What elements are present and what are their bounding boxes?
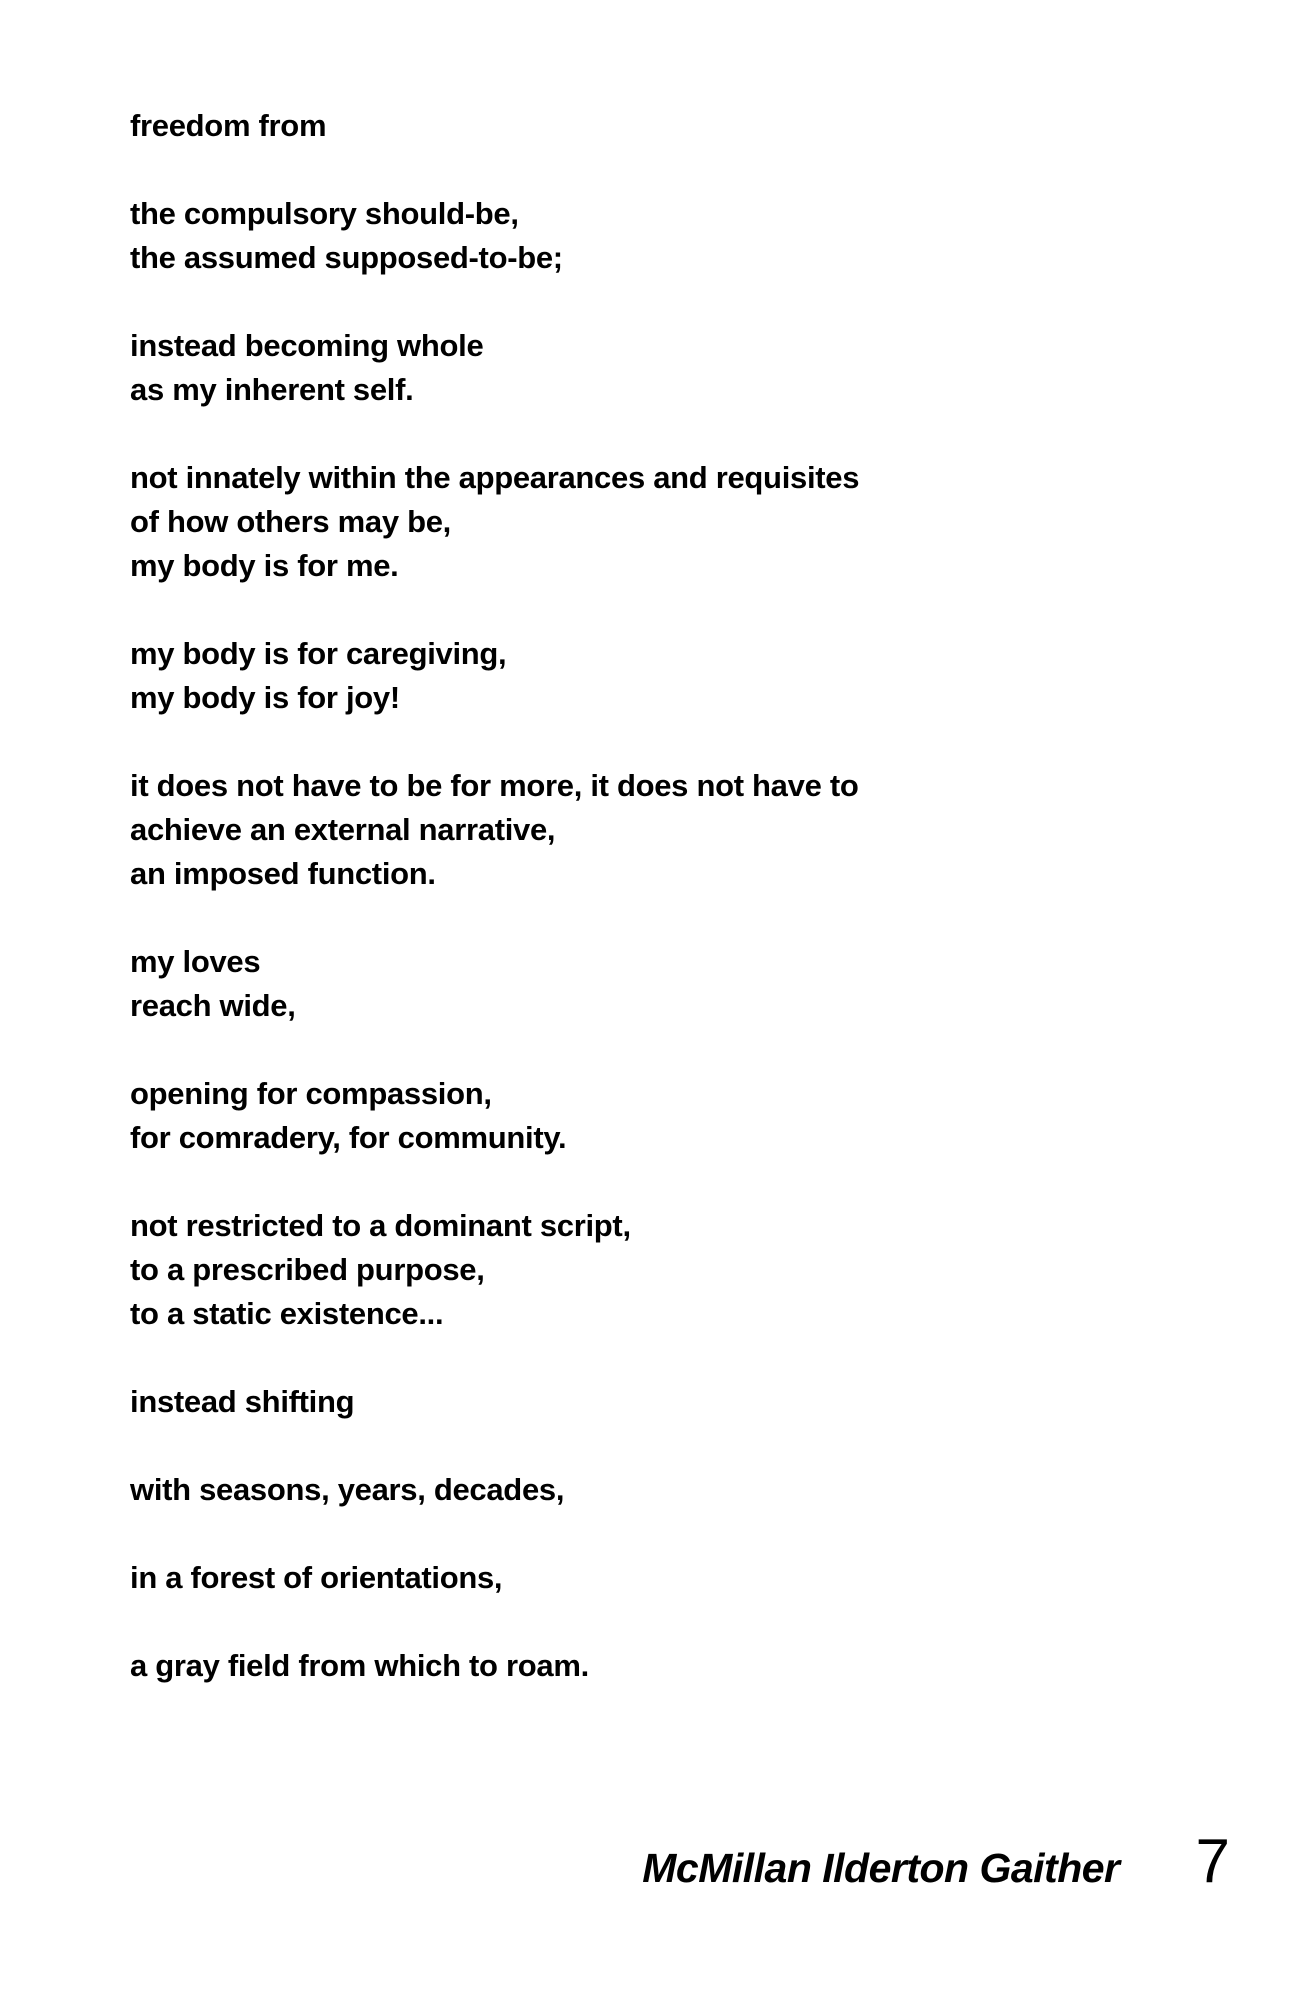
poem-line: not restricted to a dominant script, xyxy=(130,1208,631,1243)
poem-stanza xyxy=(130,104,1190,148)
poem-line: a gray field from which to roam. xyxy=(130,1648,589,1683)
poem-line: instead shifting xyxy=(130,1384,355,1419)
poem-line: instead becoming whole xyxy=(130,328,484,363)
poem-line: with seasons, years, decades, xyxy=(130,1472,565,1507)
poem-stanza xyxy=(130,1468,1190,1512)
page-number: 7 xyxy=(1195,1827,1230,1896)
poem-line: achieve an external narrative, xyxy=(130,812,556,847)
poem-line: for comradery, for community. xyxy=(130,1120,567,1155)
poem-line: my loves xyxy=(130,944,261,979)
poem-stanza xyxy=(130,1556,1190,1600)
poem-line: reach wide, xyxy=(130,988,296,1023)
poem-stanza xyxy=(130,1072,1190,1160)
poem-line: as my inherent self. xyxy=(130,372,414,407)
poem-stanza xyxy=(130,324,1190,412)
poem-line: freedom from xyxy=(130,108,327,143)
poem-line: opening for compassion, xyxy=(130,1076,492,1111)
poem-line: to a static existence... xyxy=(130,1296,444,1331)
poem-line: my body is for me. xyxy=(130,548,399,583)
poem-line: the compulsory should-be, xyxy=(130,196,519,231)
poem-line: to a prescribed purpose, xyxy=(130,1252,485,1287)
poem-stanza xyxy=(130,764,1190,896)
poem-stanza xyxy=(130,192,1190,280)
poem-line: of how others may be, xyxy=(130,504,451,539)
poem-stanza xyxy=(130,1644,1190,1688)
page-footer xyxy=(0,1827,1230,1896)
poem-stanza xyxy=(130,632,1190,720)
poem-line: not innately within the appearances and requisites xyxy=(130,460,860,495)
poem-line: my body is for joy! xyxy=(130,680,400,715)
poem-line: it does not have to be for more, it does not have to xyxy=(130,768,859,803)
poem-stanza xyxy=(130,1380,1190,1424)
poem-line: my body is for caregiving, xyxy=(130,636,507,671)
poem-line: an imposed function. xyxy=(130,856,436,891)
poem-stanza xyxy=(130,456,1190,588)
poem-stanza xyxy=(130,1204,1190,1336)
poem xyxy=(130,104,1190,1688)
poem-stanza xyxy=(130,940,1190,1028)
author-name: McMillan Ilderton Gaither xyxy=(642,1845,1120,1891)
poem-line: in a forest of orientations, xyxy=(130,1560,503,1595)
poem-line: the assumed supposed-to-be; xyxy=(130,240,563,275)
